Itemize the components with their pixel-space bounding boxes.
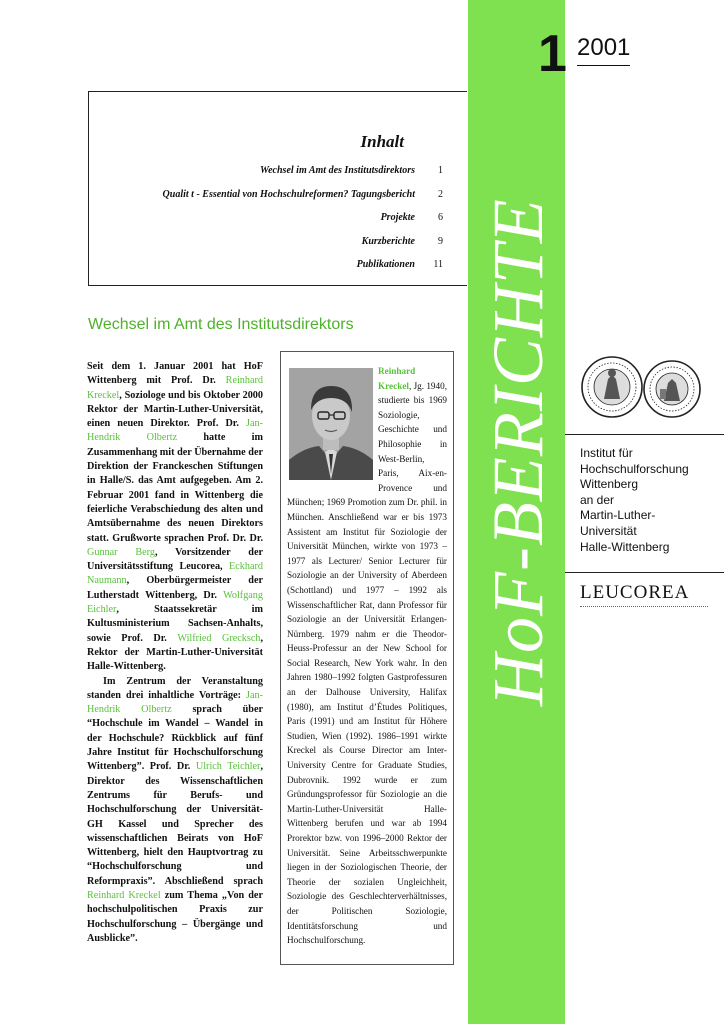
toc-entry[interactable] <box>163 165 443 189</box>
toc-entry-label: Kurzberichte <box>361 235 415 247</box>
person-name-link[interactable]: Eckhard Naumann <box>87 561 263 587</box>
toc-entry-page: 2 <box>438 188 443 200</box>
bio-box <box>280 351 454 965</box>
person-name-link[interactable]: Reinhard Kreckel <box>87 889 161 901</box>
masthead-title: HoF-BERICHTE <box>478 198 558 706</box>
article-text: zum Thema „Von der hochschulpolitischen Praxis zur Hochschulforschung – Übergänge und Ausblicke”. <box>87 889 263 944</box>
divider-top <box>565 434 724 435</box>
photo-float-spacer <box>287 364 378 490</box>
toc-entry[interactable] <box>163 189 443 213</box>
article-text: Seit dem 1. Januar 2001 hat HoF Wittenberg mit Prof. Dr. <box>87 361 263 387</box>
toc-entry-page: 1 <box>438 165 443 176</box>
seal-right-icon <box>644 361 700 417</box>
bio-name: Reinhard Kreckel <box>378 366 416 391</box>
leucorea-logo <box>580 582 710 611</box>
article-text: sprach über “Hochschule im Wandel – Wandel in der Hochschule? Rückblick auf fünf Jahre Institut für Hochschulforschung Wittenberg”. Prof. Dr. <box>87 704 263 773</box>
toc-heading: Inhalt <box>360 132 404 151</box>
bio-text <box>287 364 447 948</box>
toc-entry-label: Publikationen <box>356 259 415 270</box>
article-text: , Staatssekretär im Kultusministerium Sachsen-Anhalts, sowie Prof. Dr. <box>87 604 263 644</box>
toc-entry-label: Wechsel im Amt des Institutsdirektors <box>259 165 415 176</box>
bio-body: , Jg. 1940, studierte bis 1969 Soziologie, Geschichte und Philosophie in West-Berlin, Paris, Aix-en-Provence und München; 1969 Promotion zum Dr. phil. in München. Anschließend war er bis 1973 Assistent am Institut für Soziologie der Universität München, wirkte von 1973 – 1977 als Lecturer/ Senior Lecturer für Soziologie an der University of Aberdeen (Schottland) und 1977 – 1992 als Wissenschaftlicher Rat, dann Professor für Soziologie an der Universität Erlangen-Nürnberg. 1979 nahm er die Theodor-Heuss-Professur an der New School for Social Research, New York wahr. In den Jahren 1980–1992 folgten Gastprofessuren an der Dalhouse University, Halifax (1980), am Institut d’Études Politiques, Paris (1991) und am Institut für Höhere Studien, Wien (1992). 1986–1991 wirkte Kreckel als Course Director am Inter-University Centre for Graduate Studies, Dubrovnik. 1992 wurde er zum Gründungsprofessor für Soziologie an die Martin-Luther-Universität Halle-Wittenberg berufen und war ab 1994 Prorektor bzw. von 1996–2000 Rektor der Universität. Seine Arbeitsschwerpunkte liegen in der Soziologischen Theorie, der Theorie der sozialen Ungleichheit, Soziologie des Geschlechterverhältnisses, der Politischen Soziologie, Identitätsforschung und Hochschulforschung. <box>287 380 447 946</box>
article-text: , Oberbürgermeister der Lutherstadt Wittenberg, Dr. <box>87 575 263 601</box>
toc-entry-page: 9 <box>438 235 443 247</box>
seal-left-icon <box>582 357 642 417</box>
article-text: , Direktor des Wissenschaftlichen Zentrums für Berufs- und Hochschulforschung der Universität-GH Kassel und Sprecher des wissenschaftlichen Beirats von HoF Wittenberg, hielt den Hauptvortrag zu “Hochschulforschung und Reformpraxis”. Abschließend sprach <box>87 761 263 887</box>
article-text: , Rektor der Martin-Luther-Universität Halle-Wittenberg. <box>87 632 263 673</box>
institute-line: Institut für <box>580 446 633 460</box>
leucorea-wordmark: LEUCOREA <box>580 582 690 603</box>
toc-entry-page: 11 <box>433 259 443 270</box>
article-text: Im Zentrum der Veranstaltung standen drei inhaltliche Vorträge: <box>87 675 263 701</box>
toc-entry-label: Qualit t - Essential von Hochschulreformen? Tagungsbericht <box>162 188 415 200</box>
person-name-link[interactable]: Gunnar Berg <box>87 546 155 558</box>
person-name-link[interactable]: Jan-Hendrik Olbertz <box>87 689 263 716</box>
institute-line: Halle-Wittenberg <box>580 539 670 554</box>
toc-entry[interactable] <box>163 259 443 283</box>
article-paragraph <box>87 360 263 675</box>
table-of-contents <box>88 91 467 286</box>
institute-line: Martin-Luther- <box>580 508 656 523</box>
toc-entry-label: Projekte <box>380 212 415 223</box>
issue-year: 2001 <box>577 34 630 66</box>
divider-bottom <box>565 572 724 573</box>
institute-address <box>580 446 689 555</box>
article-text: hatte im Zusammenhang mit der Übernahme der Direktion der Franckeschen Stiftungen in Halle/S. das Amt aufgegeben. Am 2. Februar 2001 fand in Wittenberg die feierliche Verabschiedung des alten und Amtsübernahme des neuen Direktors statt. Grußworte sprachen Prof. Dr. Dr. <box>87 432 263 544</box>
toc-entry-page: 6 <box>438 212 443 223</box>
institute-line: an der <box>580 492 615 507</box>
institute-line: Universität <box>580 523 637 538</box>
toc-list <box>163 165 443 283</box>
article-heading: Wechsel im Amt des Institutsdirektors <box>88 316 354 333</box>
article-paragraph <box>87 675 263 947</box>
article-body <box>87 360 263 946</box>
person-name-link[interactable]: Wilfried Grecksch <box>177 632 261 644</box>
person-name-link[interactable]: Reinhard Kreckel <box>87 375 263 401</box>
institute-line: Hochschulforschung <box>580 461 689 476</box>
university-seals <box>580 355 704 420</box>
article-text: , Soziologe und bis Oktober 2000 Rektor der Martin-Luther-Universität, einen neuen Direktor. Prof. Dr. <box>87 389 263 430</box>
issue-number: 1 <box>538 25 567 83</box>
toc-entry[interactable] <box>163 236 443 260</box>
leucorea-subline <box>580 606 708 611</box>
person-name-link[interactable]: Jan-Hendrik Olbertz <box>87 418 263 444</box>
article-text: , Vorsitzender der Universitätsstiftung Leucorea, <box>87 546 263 573</box>
toc-entry[interactable] <box>163 212 443 236</box>
person-name-link[interactable]: Wolfgang Eichler <box>87 589 263 616</box>
person-name-link[interactable]: Ulrich Teichler <box>195 761 261 773</box>
institute-line: Wittenberg <box>580 477 639 492</box>
